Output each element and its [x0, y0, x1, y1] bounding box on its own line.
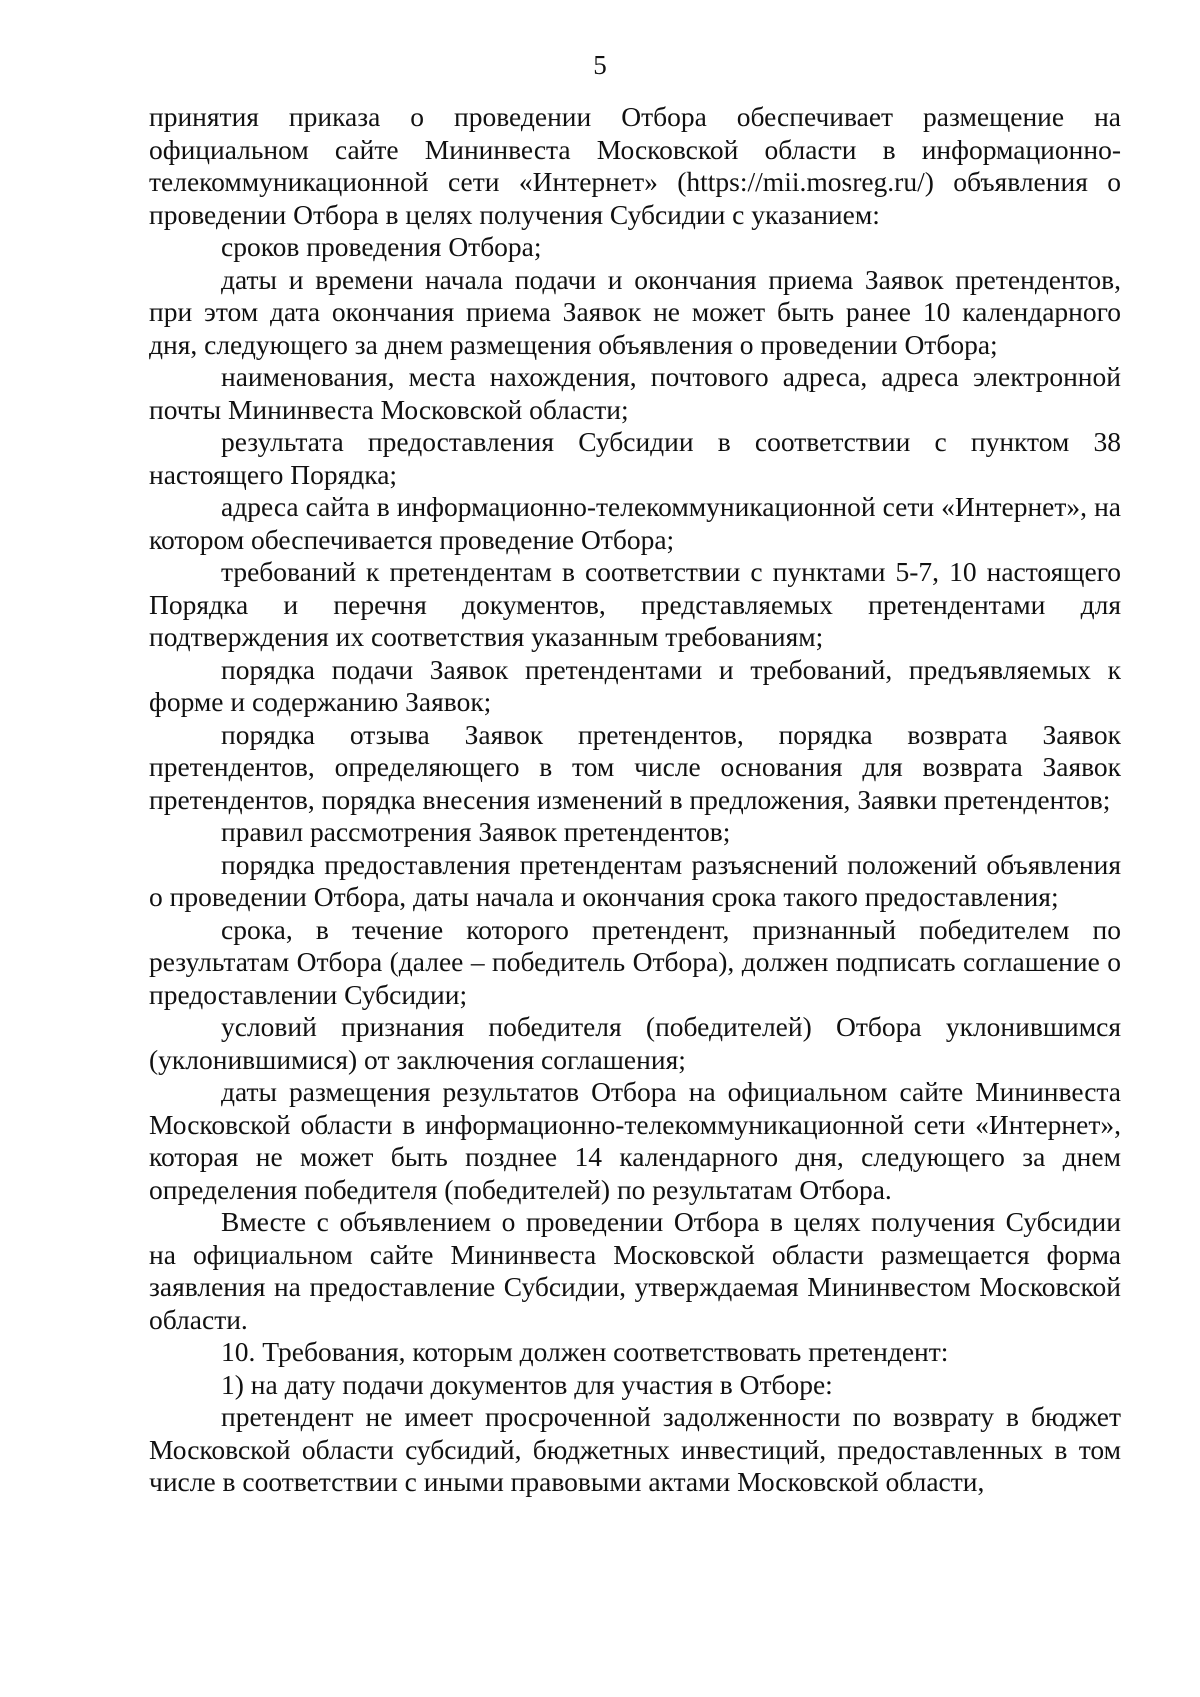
list-item-subsidy-result: результата предоставления Субсидии в соответствии с пунктом 38 настоящего Порядка; — [149, 426, 1121, 490]
list-item-application-dates: даты и времени начала подачи и окончания приема Заявок претендентов, при этом дата окончания приема Заявок не может быть ранее 10 календарного дня, следующего за днем размещения объявления о проведении Отбора; — [149, 263, 1121, 360]
list-item-website-address: адреса сайта в информационно-телекоммуникационной сети «Интернет», на котором обеспечивается проведение Отбора; — [149, 491, 1121, 555]
list-item-evasion-conditions: условий признания победителя (победителей) Отбора уклонившимся (уклонившимися) от заключения соглашения; — [149, 1011, 1121, 1075]
list-item-clarifications: порядка предоставления претендентам разъяснений положений объявления о проведении Отбора, даты начала и окончания срока такого предоставления; — [149, 848, 1121, 912]
paragraph-application-form: Вместе с объявлением о проведении Отбора в целях получения Субсидии на официальном сайте Мининвеста Московской области размещается форма заявления на предоставление Субсидии, утверждаемая Мининвестом Московской области. — [149, 1206, 1121, 1335]
subsection-heading-submission-date: 1) на дату подачи документов для участия в Отборе: — [221, 1368, 833, 1400]
page-number: 5 — [593, 50, 607, 80]
paragraph-continuation: принятия приказа о проведении Отбора обеспечивает размещение на официальном сайте Мининвеста Московской области в информационно-телекоммуникационной сети «Интернет» (https://mii.mosreg.ru/) объявления о проведении Отбора в целях получения Субсидии с указанием: — [149, 101, 1121, 230]
paragraph-no-overdue-debt: претендент не имеет просроченной задолженности по возврату в бюджет Московской области субсидий, бюджетных инвестиций, предоставленных в том числе в соответствии с иными правовыми актами Московской области, — [149, 1401, 1121, 1497]
list-item-results-publication: даты размещения результатов Отбора на официальном сайте Мининвеста Московской области в информационно-телекоммуникационной сети «Интернет», которая не может быть позднее 14 календарного дня, следующего за днем определения победителя (победителей) по результатам Отбора. — [149, 1076, 1121, 1205]
list-item-submission-procedure: порядка подачи Заявок претендентами и требований, предъявляемых к форме и содержанию Заявок; — [149, 653, 1121, 717]
list-item-signing-deadline: срока, в течение которого претендент, признанный победителем по результатам Отбора (далее – победитель Отбора), должен подписать соглашение о предоставлении Субсидии; — [149, 913, 1121, 1010]
list-item-selection-dates: сроков проведения Отбора; — [221, 231, 542, 262]
document-body — [149, 101, 1121, 1499]
list-item-review-rules: правил рассмотрения Заявок претендентов; — [221, 816, 731, 847]
section-heading-requirements: 10. Требования, которым должен соответствовать претендент: — [221, 1336, 949, 1367]
list-item-withdrawal-procedure: порядка отзыва Заявок претендентов, порядка возврата Заявок претендентов, определяющего в том числе основания для возврата Заявок претендентов, порядка внесения изменений в предложения, Заявки претендентов; — [149, 718, 1121, 815]
list-item-applicant-requirements: требований к претендентам в соответствии с пунктами 5-7, 10 настоящего Порядка и перечня документов, представляемых претендентами для подтверждения их соответствия указанным требованиям; — [149, 556, 1121, 652]
list-item-ministry-contacts: наименования, места нахождения, почтового адреса, адреса электронной почты Мининвеста Московской области; — [149, 361, 1121, 425]
